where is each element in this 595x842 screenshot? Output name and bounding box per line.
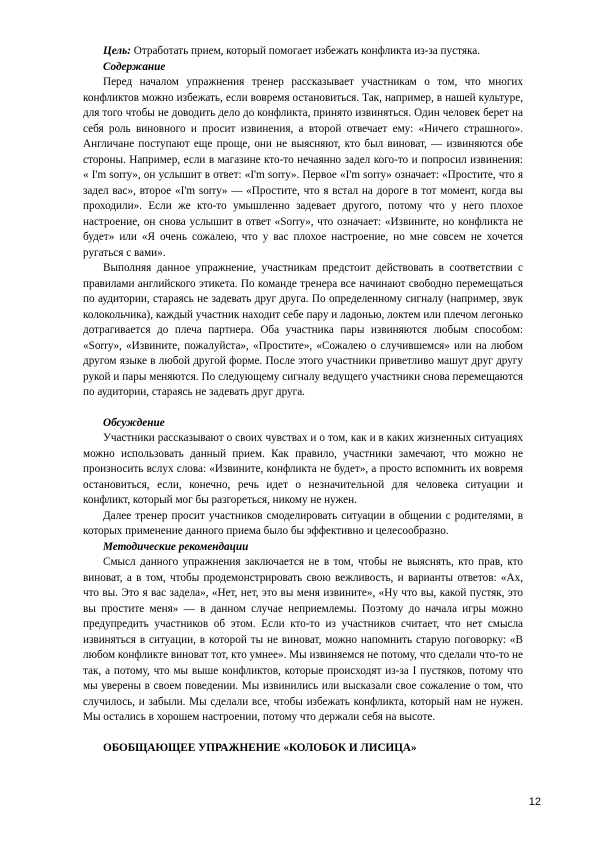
final-exercise-heading: ОБОБЩАЮЩЕЕ УПРАЖНЕНИЕ «КОЛОБОК И ЛИСИЦА»: [103, 741, 417, 754]
paragraph-intro: Перед началом упражнения тренер рассказывает участникам о том, что многих конфликтов можно избежать, если вовремя остановиться. Так, например, в нашей культуре, для того чтобы не доводить дело до конфликта, принято извиняться. Один человек берет на себя роль виновного и просит извинения, а второй отвечает ему: «Ничего страшного». Англичане поступают еще проще, они не выясняют, кто был виноват, — извиняются обе стороны. Например, если в магазине кто-то нечаянно задел кого-то и попросил извинения: « I'm sorry», он услышит в ответ: «I'm sorry». Первое «I'm sorry» означает: «Простите, что я задел вас», второе «I'm sorry» — «Простите, что я встал на дороге в тот момент, когда вы проходили». Если же кто-то умышленно задевает другого, потому что у него плохое настроение, он снова услышит в ответ «Sorry», что означает: «Извините, но конфликта не будет» или «Я очень сожалею, что у вас плохое настроение, но мне совсем не хочется ругаться с вами».: [83, 76, 523, 259]
section-gap: [83, 401, 523, 416]
paragraph-discussion: Участники рассказывают о своих чувствах и о том, как и в каких жизненных ситуациях можно использовать данный прием. Как правило, участники замечают, что можно не произносить вслух слова: «Извините, конфликта не будет», а просто вспомнить их вовремя остановиться, если, конечно, речь идет о незначительной для человека ситуации и конфликт, который мог бы разгореться, никому не нужен.: [83, 432, 523, 506]
page-number: 12: [528, 796, 541, 808]
discussion-heading: Обсуждение: [103, 416, 165, 429]
paragraph-modeling: Далее тренер просит участников смоделировать ситуации в общении с родителями, в которых применение данного приема было бы эффективно и целесообразно.: [83, 509, 523, 537]
goal-line: [83, 44, 523, 60]
content-heading: Содержание: [103, 60, 166, 73]
goal-text: Отработать прием, который помогает избежать конфликта из-за пустяка.: [130, 45, 481, 57]
paragraph-method: Смысл данного упражнения заключается не в том, чтобы не выяснять, кто прав, кто виноват, а в том, чтобы продемонстрировать свою вежливость, и варианты ответов: «Ах, что вы. Это я вас задела», «Нет, нет, это вы меня извините», «Ну что вы, какой пустяк, это вы простите меня» — в данном случае неприемлемы. Поэтому до начала игры можно предупредить участников об этом. Если кто-то из участников считает, что нет смысла извиняться в ситуации, в которой ты не виноват, можно напомнить старую поговорку: «В любом конфликте виноват тот, кто умнее». Мы извиняемся не потому, что сделали что-то не так, а потому, что мы выше конфликтов, которые происходят из-за I пустяков, потому что мы уверены в своем поведении. Мы извинились или высказали свое сожаление о том, что случилось, и забыли. Мы сделали все, чтобы избежать конфликта, который нам не нужен. Мы остались в хорошем настроении, потому что держали себя на высоте.: [83, 556, 523, 723]
goal-label: Цель:: [103, 45, 131, 57]
paragraph-exercise: Выполняя данное упражнение, участникам предстоит действовать в соответствии с правилами английского этикета. По команде тренера все начинают свободно перемещаться по аудитории, стараясь не задевать друг друга. По определенному сигналу (например, звук колокольчика), каждый участник находит себе пару и ладонью, локтем или плечом легонько дотрагивается до плеча партнера. Оба участника пары извиняются любым способом: «Sorry», «Извините, пожалуйста», «Простите», «Сожалею о случившемся» или на любом другом языке в любой другой форме. После этого участники приветливо машут друг другу рукой и пары меняются. По следующему сигналу ведущего участники снова перемещаются по аудитории, стараясь не задевать друг друга.: [83, 262, 523, 398]
method-heading: Методические рекомендации: [103, 540, 249, 553]
